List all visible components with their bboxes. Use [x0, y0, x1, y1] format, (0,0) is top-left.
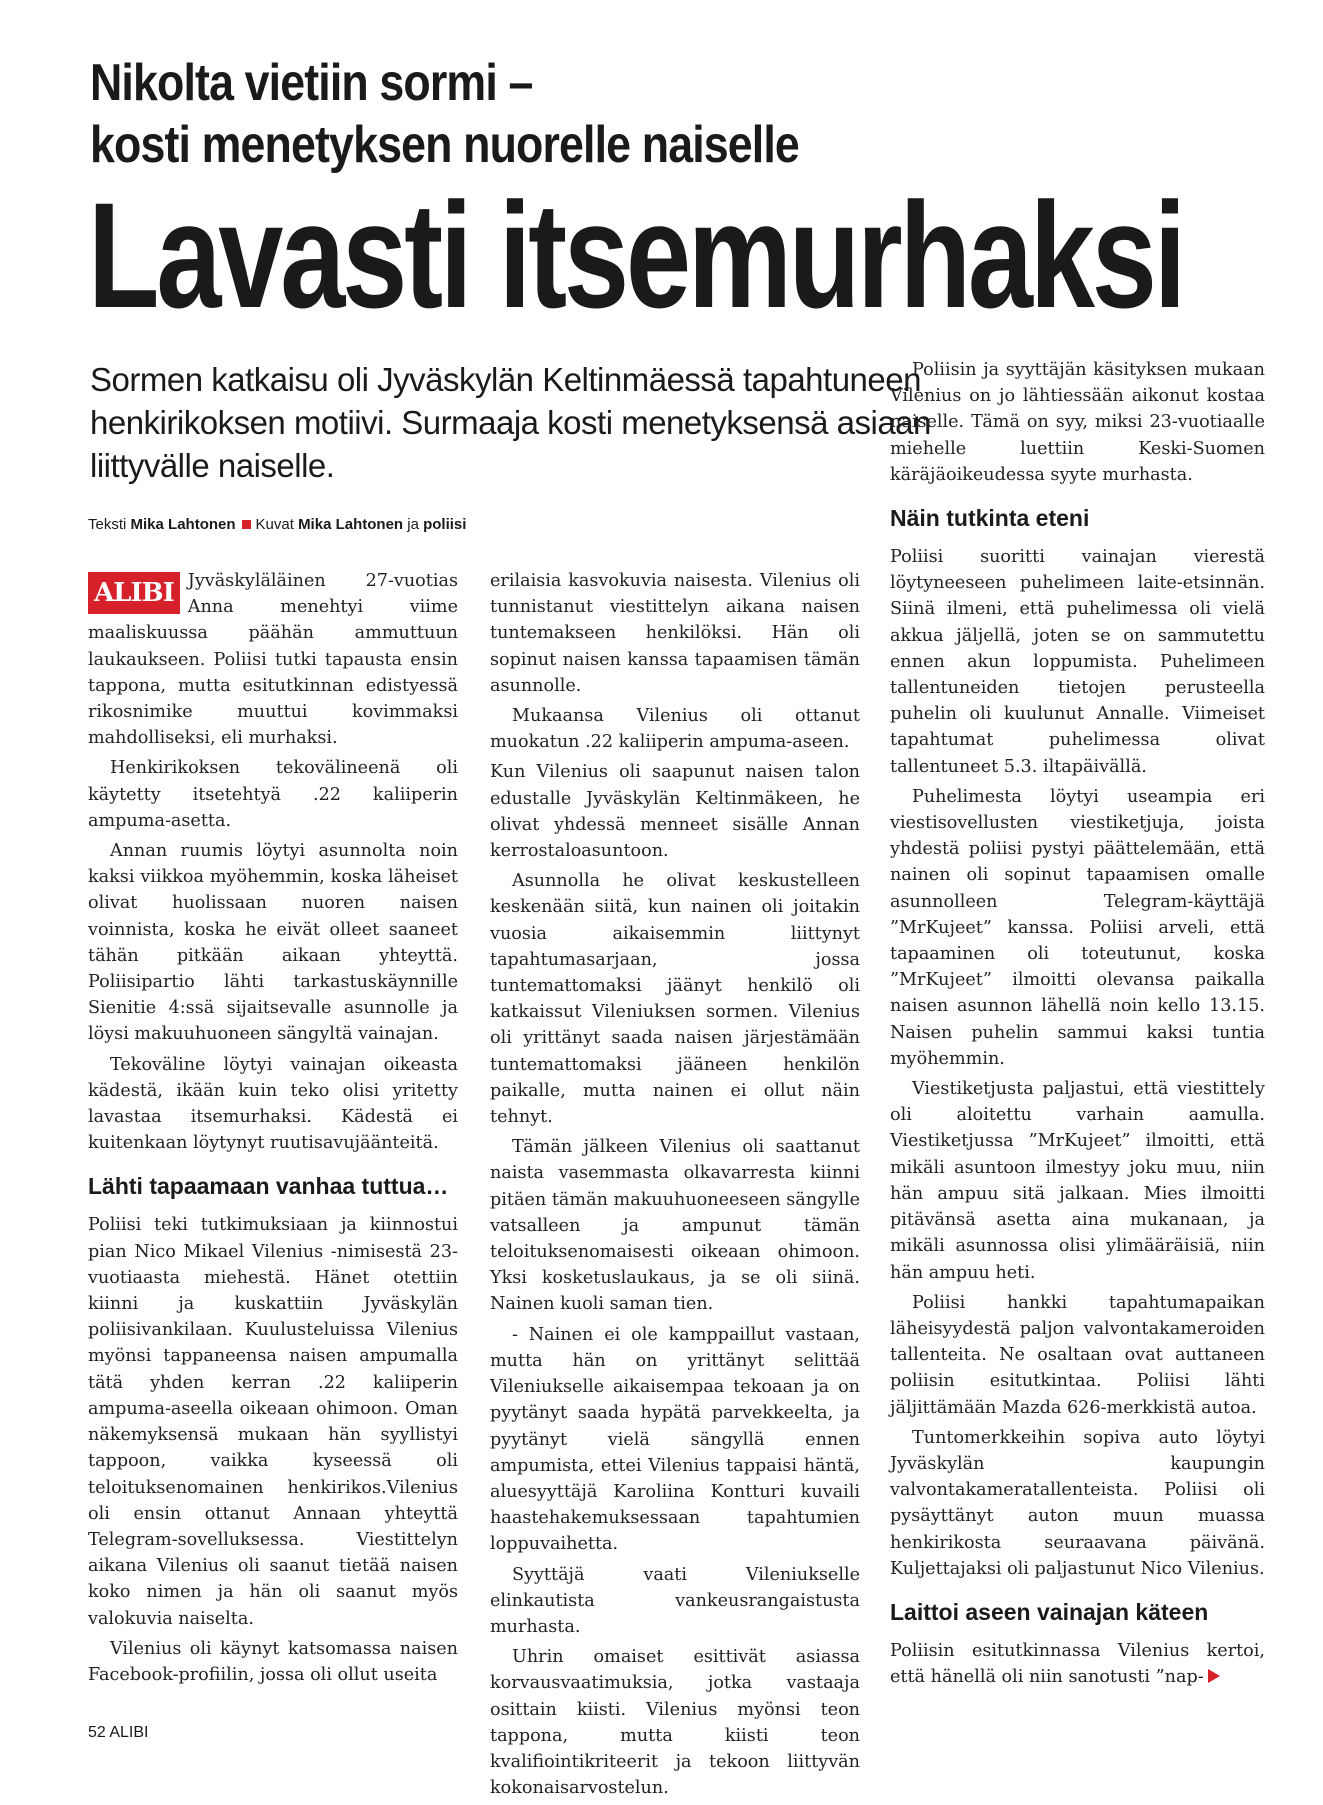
byline-text-label: Teksti — [88, 516, 127, 533]
page-folio: 52 ALIBI — [88, 1724, 149, 1741]
byline-and: ja — [407, 516, 419, 533]
subheading: Laittoi aseen vainajan käteen — [890, 1598, 1209, 1625]
paragraph: Tekoväline löytyi vainajan oikeasta kädestä, ikään kuin teko olisi yritetty lavastaa itsemurhaksi. Kädestä ei kuitenkaan löytynyt ruutisavujäänteitä. — [88, 1054, 458, 1154]
paragraph: erilaisia kasvokuvia naisesta. Vilenius oli tunnistanut viestittelyn aikana naisen tuntemakseen henkilöksi. Hän oli sopinut naisen kanssa tapaamisen tämän asunnolle. — [490, 571, 860, 696]
continue-arrow-icon — [1208, 1669, 1220, 1683]
paragraph: Uhrin omaiset esittivät asiassa korvausvaatimuksia, jotka vastaaja osittain kiisti. Vilenius myönsi teon tappona, mutta kiisti teon kvalifiointikriteerit ja tekoon liittyvän kokonaisarvostelun. — [490, 1647, 860, 1799]
paragraph: Tuntomerkkeihin sopiva auto löytyi Jyväskylän kaupungin valvontakameratallenteista. Poliisi oli pysäyttänyt auton muun muassa henkirikosta seuraavana päivänä. Kuljettajaksi oli paljastunut Nico Vilenius. — [890, 1427, 1265, 1579]
paragraph: Poliisin ja syyttäjän käsityksen mukaan Vilenius on jo lähtiessään aikonut kostaa naiselle. Tämä on syy, miksi 23-vuotiaalle miehelle luettiin Keski-Suomen käräjäoikeudessa syyte murhasta. — [890, 360, 1265, 485]
byline-photo-extra: poliisi — [423, 516, 467, 533]
column-3 — [890, 357, 1265, 1694]
paragraph: Annan ruumis löytyi asunnolta noin kaksi viikkoa myöhemmin, koska läheiset olivat huolissaan nuoren naisen voinnista, koska he eivät olleet saaneet tähän pitkään aikaan yhteyttä. Poliisipartio lähti tarkastuskäynnille Sienitie 4:ssä sijaitsevalle asunnolle ja löysi makuuhuoneen sängyltä vainajan. — [88, 841, 458, 1045]
paragraph — [890, 1638, 1265, 1690]
subheading: Näin tutkinta eteni — [890, 505, 1090, 532]
paragraph-text: Jyväskyläläinen 27-vuotias Anna menehtyi viime maaliskuussa päähän ammuttuun laukaukseen. Poliisi tutki tapausta ensin tappona, mutta esitutkinnan edistyessä rikosnimike muuttui kovimmaksi mahdolliseksi, eli murhaksi. — [88, 571, 458, 749]
kicker — [90, 52, 1079, 176]
byline-photo-label: Kuvat — [255, 516, 294, 533]
paragraph: Henkirikoksen tekovälineenä oli käytetty itsetehtyä .22 kaliiperin ampuma-asetta. — [88, 758, 458, 831]
paragraph: Mukaansa Vilenius oli ottanut muokatun .22 kaliiperin ampuma-aseen. — [490, 706, 860, 753]
paragraph-text: Poliisin esitutkinnassa Vilenius kertoi, että hänellä oli niin sanotusti ”nap- — [890, 1640, 1265, 1688]
kicker-line-2: kosti menetyksen nuorelle naiselle — [90, 116, 799, 174]
byline-photo-author: Mika Lahtonen — [298, 516, 404, 533]
paragraph: Syyttäjä vaati Vileniukselle elinkautista vankeusrangaistusta murhasta. — [490, 1564, 860, 1637]
byline-text-author: Mika Lahtonen — [130, 516, 236, 533]
paragraph: Poliisi suoritti vainajan vierestä löytyneeseen puhelimeen laite-etsinnän. Siinä ilmeni, että puhelimessa oli vielä akkua jäljellä, joten se on sammutettu ennen akun loppumista. Puhelimeen tallentuneiden tietojen perusteella puhelin oli kuulunut Annalle. Viimeiset tapahtumat puhelimessa olivat tallentuneet 5.3. iltapäivällä. — [890, 547, 1265, 777]
paragraph: Tämän jälkeen Vilenius oli saattanut naista vasemmasta olkavarresta kiinni pitäen tämän makuuhuoneeseen sängylle vatsalleen ja ampunut tämän teloituksenomaisesti oikeaan ohimoon. Yksi kosketuslaukaus, ja se oli siinä. Nainen kuoli saman tien. — [490, 1137, 860, 1315]
paragraph: Asunnolla he olivat keskustelleen keskenään siitä, kun nainen oli joitakin vuosia aikaisemmin liittynyt tapahtumasarjaan, jossa tuntemattomaksi jäänyt henkilö oli katkaissut Vileniuksen sormen. Vilenius oli yrittänyt saada naisen järjestämään tuntemattomaksi jääneen henkilön paikalle, mutta nainen ei ollut näin tehnyt. — [490, 871, 860, 1128]
kicker-line-1: Nikolta vietiin sormi – — [90, 54, 533, 112]
lead-paragraph: Sormen katkaisu oli Jyväskylän Keltinmäessä tapahtuneen henkirikoksen motiivi. Surmaaja kosti menetyksensä asiaan liittyvälle naiselle. — [90, 361, 931, 484]
paragraph: Poliisi teki tutkimuksiaan ja kiinnostui pian Nico Mikael Vilenius -nimisestä 23-vuotiaasta miehestä. Hänet otettiin kiinni ja kuskattiin Jyväskylän poliisivankilaan. Kuulusteluissa Vilenius myönsi tappaneensa naisen ampumalla tätä yhden kerran .22 kaliiperin ampuma-aseella oikeaan ohimoon. Oman näkemyksensä mukaan hän syyllistyi tappoon, vaikka kyseessä oli teloituksenomainen henkirikos.Vilenius oli ensin ottanut Annaan yhteyttä Telegram-sovelluksessa. Viestittelyn aikana Vilenius oli saanut tietää naisen koko nimen ja hän oli saanut myös valokuvia naiselta. — [88, 1215, 458, 1629]
paragraph: - Nainen ei ole kamppaillut vastaan, mutta hän on yrittänyt selittää Vileniukselle aikaisempaa tekoaan ja on pyytänyt saada hypätä parvekkeelta, ja pyytänyt vielä sängyllä ennen ampumista, ettei Vilenius tappaisi häntä, aluesyyttäjä Karoliina Kontturi kuvaili haastehakemuksessaan tapahtumien loppuvaihetta. — [490, 1324, 860, 1555]
column-1 — [88, 568, 458, 1692]
paragraph: Poliisi hankki tapahtumapaikan läheisyydestä paljon valvontakameroiden tallenteita. Ne osaltaan ovat auttaneen poliisin esitutkintaa. Poliisi lähti jäljittämään Mazda 626-merkkistä autoa. — [890, 1292, 1265, 1418]
byline — [88, 516, 466, 533]
alibi-logo: ALIBI — [88, 572, 180, 614]
paragraph: Vilenius oli käynyt katsomassa naisen Facebook-profiilin, jossa oli ollut useita — [88, 1638, 458, 1685]
headline: Lavasti itsemurhaksi — [88, 171, 1184, 339]
subheading: Lähti tapaamaan vanhaa tuttua… — [88, 1173, 449, 1200]
red-square-icon — [242, 520, 251, 529]
column-2 — [490, 568, 860, 1805]
paragraph: Viestiketjusta paljastui, että viestittely oli aloitettu varhain aamulla. Viestiketjussa ”MrKujeet” ilmoitti, että mikäli asuntoon ilmestyy joku muu, niin hän ampuu sitä jalkaan. Mies ilmoitti pitävänsä asetta aina mukanaan, ja mikäli asunnossa olisi ylimääräisiä, niin hän ampuu heti. — [890, 1079, 1265, 1283]
paragraph: Puhelimesta löytyi useampia eri viestisovellusten viestiketjuja, joista yhdestä poliisi pystyi päättelemään, että nainen oli sopinut tapaamisen omalle asunnolleen Telegram-käyttäjä ”MrKujeet” kanssa. Poliisi arveli, että tapaaminen oli toteutunut, koska ”MrKujeet” ilmoitti olevansa paikalla naisen asunnon lähellä noin kello 13.15. Naisen puhelin sammui kaksi tuntia myöhemmin. — [890, 786, 1265, 1069]
paragraph — [88, 568, 458, 751]
paragraph: Kun Vilenius oli saapunut naisen talon edustalle Jyväskylän Keltinmäkeen, he olivat yhdessä menneet sisälle Annan kerrostaloasuntoon. — [490, 762, 860, 862]
